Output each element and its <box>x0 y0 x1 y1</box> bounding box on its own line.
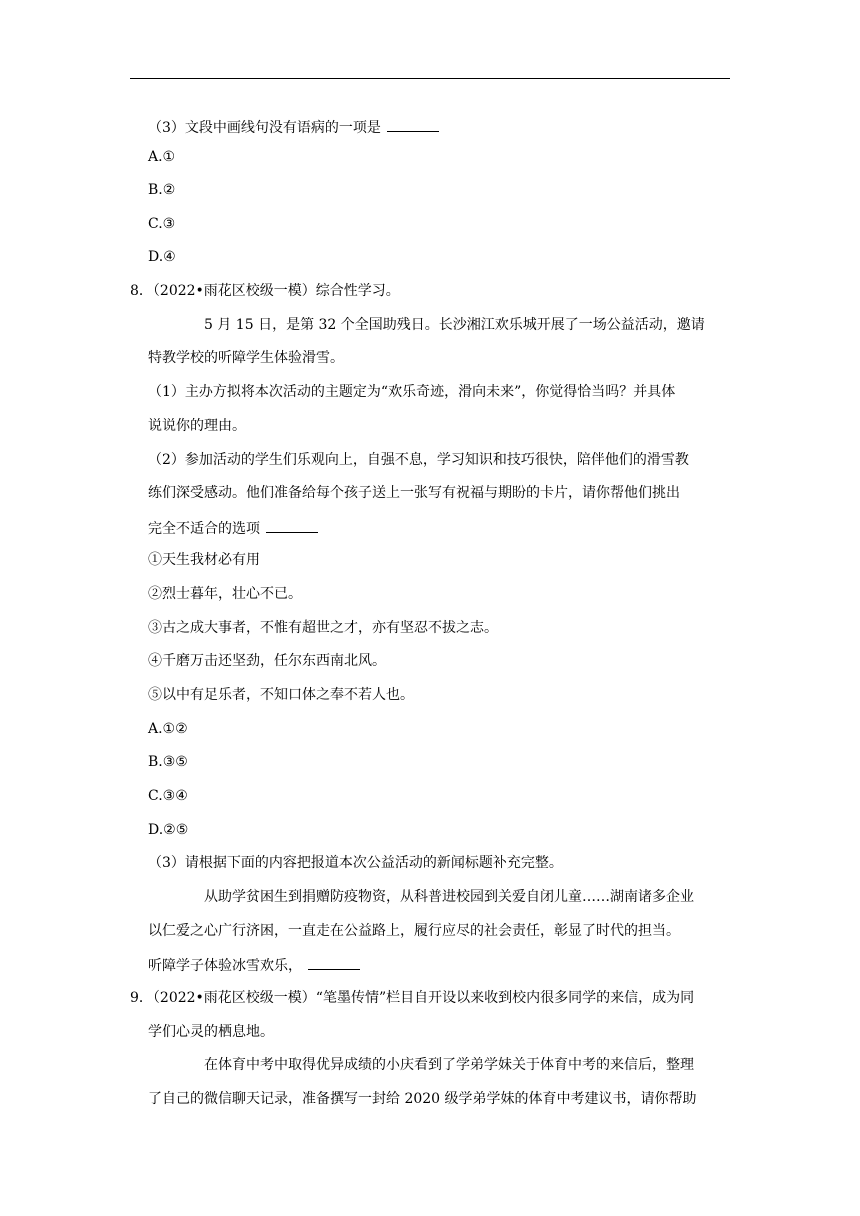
answer-blank[interactable] <box>387 117 439 132</box>
q7-sub3-text: （3）文段中画线句没有语病的一项是 <box>148 120 381 136</box>
q9-body-line2: 了自己的微信聊天记录，准备撰写一封给 2020 级学弟学妹的体育中考建议书，请你帮助 <box>148 1091 697 1107</box>
q8-quote-1: ①天生我材必有用 <box>148 552 260 568</box>
q8-header: 8．（2022•雨花区校级一模）综合性学习。 <box>130 283 400 299</box>
q8-option-c: C.③④ <box>148 788 188 804</box>
q8-sub2-line2: 练们深受感动。他们准备给每个孩子送上一张写有祝福与期盼的卡片，请你帮他们挑出 <box>148 485 680 501</box>
q8-sub3-line2: 以仁爱之心广行济困，一直走在公益路上，履行应尽的社会责任，彰显了时代的担当。 <box>148 923 680 939</box>
q7-option-c: C.③ <box>148 216 176 232</box>
q8-sub2-text: 完全不适合的选项 <box>148 521 260 537</box>
q8-sub1-line1: （1）主办方拟将本次活动的主题定为“欢乐奇迹，滑向未来”，你觉得恰当吗？并具体 <box>148 384 676 400</box>
q8-sub2-line3 <box>148 518 318 538</box>
q8-option-b: B.③⑤ <box>148 754 188 770</box>
q8-intro-line2: 特教学校的听障学生体验滑雪。 <box>148 350 344 366</box>
q7-option-b: B.② <box>148 182 176 198</box>
header-rule <box>130 78 730 79</box>
q8-intro-line1: 5 月 15 日，是第 32 个全国助残日。长沙湘江欢乐城开展了一场公益活动，邀请 <box>204 317 705 333</box>
q8-quote-5: ⑤以中有足乐者，不知口体之奉不若人也。 <box>148 687 414 703</box>
q8-option-a: A.①② <box>148 721 188 737</box>
q8-sub3-text: 听障学子体验冰雪欢乐， <box>148 958 302 974</box>
q8-quote-2: ②烈士暮年，壮心不已。 <box>148 586 302 602</box>
q8-sub2-line1: （2）参加活动的学生们乐观向上，自强不息，学习知识和技巧很快，陪伴他们的滑雪教 <box>148 452 689 468</box>
q8-sub3-prompt: （3）请根据下面的内容把报道本次公益活动的新闻标题补充完整。 <box>148 855 563 871</box>
q8-option-d: D.②⑤ <box>148 822 189 838</box>
answer-blank[interactable] <box>266 518 318 533</box>
q8-sub3-line3 <box>148 955 360 975</box>
q9-header-line1: 9．（2022•雨花区校级一模）“笔墨传情”栏目自开设以来收到校内很多同学的来信，成为同 <box>130 990 695 1006</box>
answer-blank[interactable] <box>308 955 360 970</box>
q7-option-d: D.④ <box>148 249 176 265</box>
q7-sub3-prompt <box>148 117 439 137</box>
q7-option-a: A.① <box>148 149 176 165</box>
q8-sub3-line1: 从助学贫困生到捐赠防疫物资，从科普进校园到关爱自闭儿童……湖南诸多企业 <box>204 889 694 905</box>
q8-quote-4: ④千磨万击还坚劲，任尔东西南北风。 <box>148 653 386 669</box>
q9-body-line1: 在体育中考中取得优异成绩的小庆看到了学弟学妹关于体育中考的来信后，整理 <box>204 1057 694 1073</box>
q9-header-line2: 学们心灵的栖息地。 <box>148 1024 274 1040</box>
q8-sub1-line2: 说说你的理由。 <box>148 418 246 434</box>
q8-quote-3: ③古之成大事者，不惟有超世之才，亦有坚忍不拔之志。 <box>148 620 498 636</box>
